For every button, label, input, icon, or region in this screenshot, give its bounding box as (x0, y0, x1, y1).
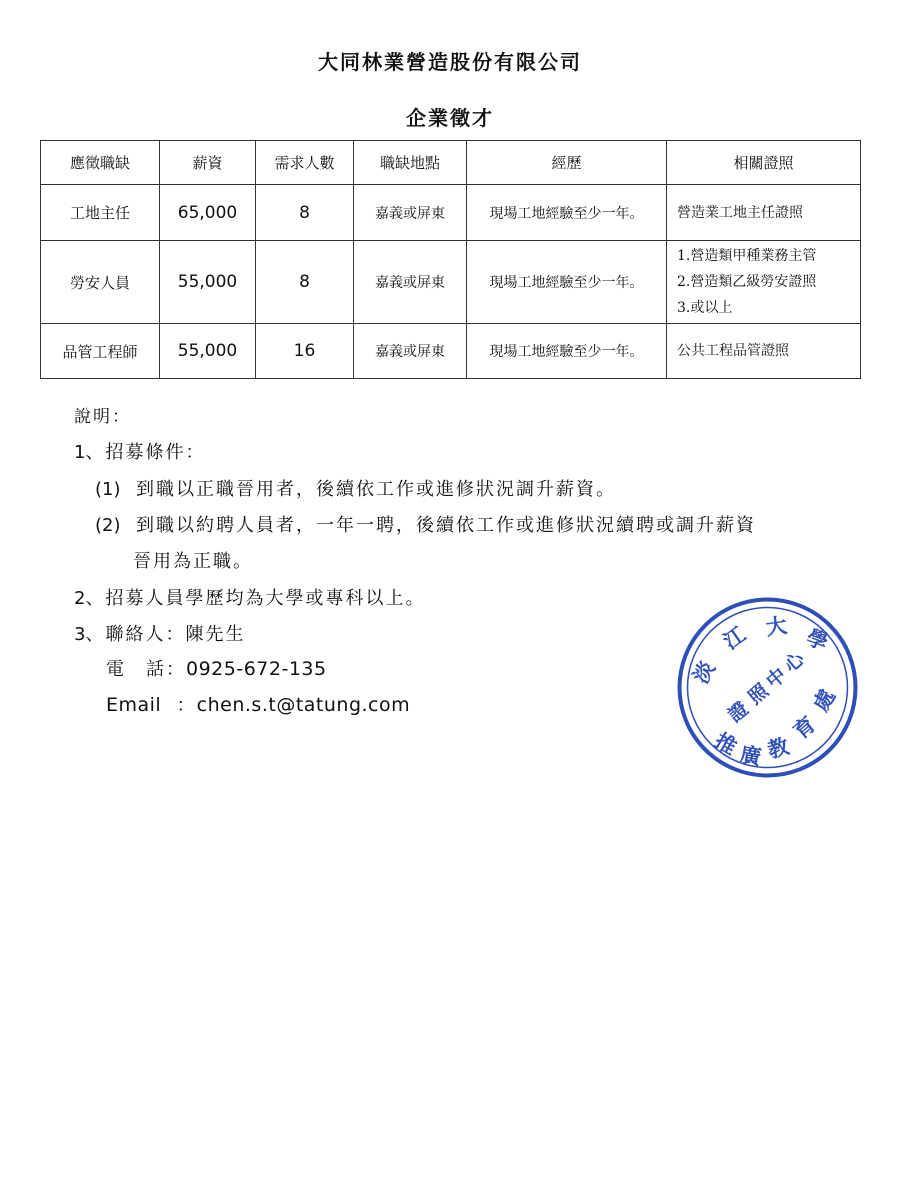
salary-cell: 55,000 (160, 324, 256, 379)
company-name: 大同林業營造股份有限公司 (318, 50, 582, 74)
column-header: 薪資 (160, 141, 256, 185)
phone-line (106, 655, 327, 681)
note-text: 、招募條件： (85, 442, 206, 463)
svg-text:育: 育 (788, 711, 821, 744)
subitem-number: (1) (95, 479, 121, 500)
experience-cell: 現場工地經驗至少一年。 (467, 241, 667, 324)
experience-cell: 現場工地經驗至少一年。 (467, 324, 667, 379)
column-header: 相關證照 (667, 141, 861, 185)
subitem-continuation: 晉用為正職。 (133, 551, 253, 572)
page-subtitle: 企業徵才 (406, 106, 494, 130)
email-label: Email (106, 694, 162, 716)
svg-text:江: 江 (718, 621, 751, 655)
certificate-line: 2.營造類乙級勞安證照 (677, 274, 817, 290)
subitem-text: 到職以約聘人員者，一年一聘，後續依工作或進修狀況續聘或調升薪資 (135, 515, 756, 536)
salary-cell: 65,000 (160, 185, 256, 241)
column-header: 職缺地點 (354, 141, 467, 185)
location-cell: 嘉義或屏東 (354, 185, 467, 241)
svg-text:中: 中 (762, 663, 791, 693)
note-item-1 (74, 438, 205, 464)
note-number: 2 (74, 588, 86, 609)
salary-cell: 55,000 (160, 241, 256, 324)
position-cell: 勞安人員 (41, 241, 160, 324)
column-header: 需求人數 (256, 141, 354, 185)
svg-text:證: 證 (724, 697, 753, 727)
phone-number: 0925-672-135 (186, 658, 327, 680)
svg-text:淡: 淡 (687, 656, 720, 688)
note-item-3 (74, 620, 245, 646)
svg-text:學: 學 (803, 624, 832, 655)
column-header: 應徵職缺 (41, 141, 160, 185)
position-cell: 工地主任 (41, 185, 160, 241)
svg-text:處: 處 (807, 684, 840, 716)
note-item-2 (74, 584, 425, 610)
svg-text:廣: 廣 (738, 741, 764, 770)
email-separator: ： (176, 695, 197, 716)
note-subitem-2 (95, 511, 756, 537)
university-seal-stamp (675, 595, 860, 780)
headcount-cell: 8 (256, 241, 354, 324)
svg-text:心: 心 (780, 647, 809, 677)
certificate-line: 3.或以上 (677, 300, 733, 316)
experience-cell: 現場工地經驗至少一年。 (467, 185, 667, 241)
headcount-cell: 8 (256, 185, 354, 241)
subitem-text: 到職以正職晉用者，後續依工作或進修狀況調升薪資。 (135, 479, 616, 500)
certificate-line: 1.營造類甲種業務主管 (677, 248, 817, 264)
note-number: 1 (74, 442, 86, 463)
svg-text:大: 大 (764, 612, 789, 640)
headcount-cell: 16 (256, 324, 354, 379)
subitem-number: (2) (95, 515, 121, 536)
column-header: 經歷 (467, 141, 667, 185)
svg-text:教: 教 (764, 733, 792, 763)
certificate-line: 公共工程品管證照 (677, 343, 789, 359)
position-cell: 品管工程師 (41, 324, 160, 379)
email-line (106, 691, 410, 717)
email-address: chen.s.t@tatung.com (196, 694, 411, 716)
svg-text:推: 推 (710, 727, 742, 760)
note-subitem-1 (95, 475, 616, 501)
notes-heading: 說明： (74, 407, 131, 427)
certificate-line: 營造業工地主任證照 (677, 204, 803, 221)
location-cell: 嘉義或屏東 (354, 241, 467, 324)
phone-label: 電 話： (106, 659, 186, 680)
svg-text:照: 照 (744, 679, 773, 709)
location-cell: 嘉義或屏東 (354, 324, 467, 379)
note-text: 、聯絡人：陳先生 (85, 624, 246, 645)
note-number: 3 (74, 624, 86, 645)
note-text: 、招募人員學歷均為大學或專科以上。 (85, 588, 426, 609)
